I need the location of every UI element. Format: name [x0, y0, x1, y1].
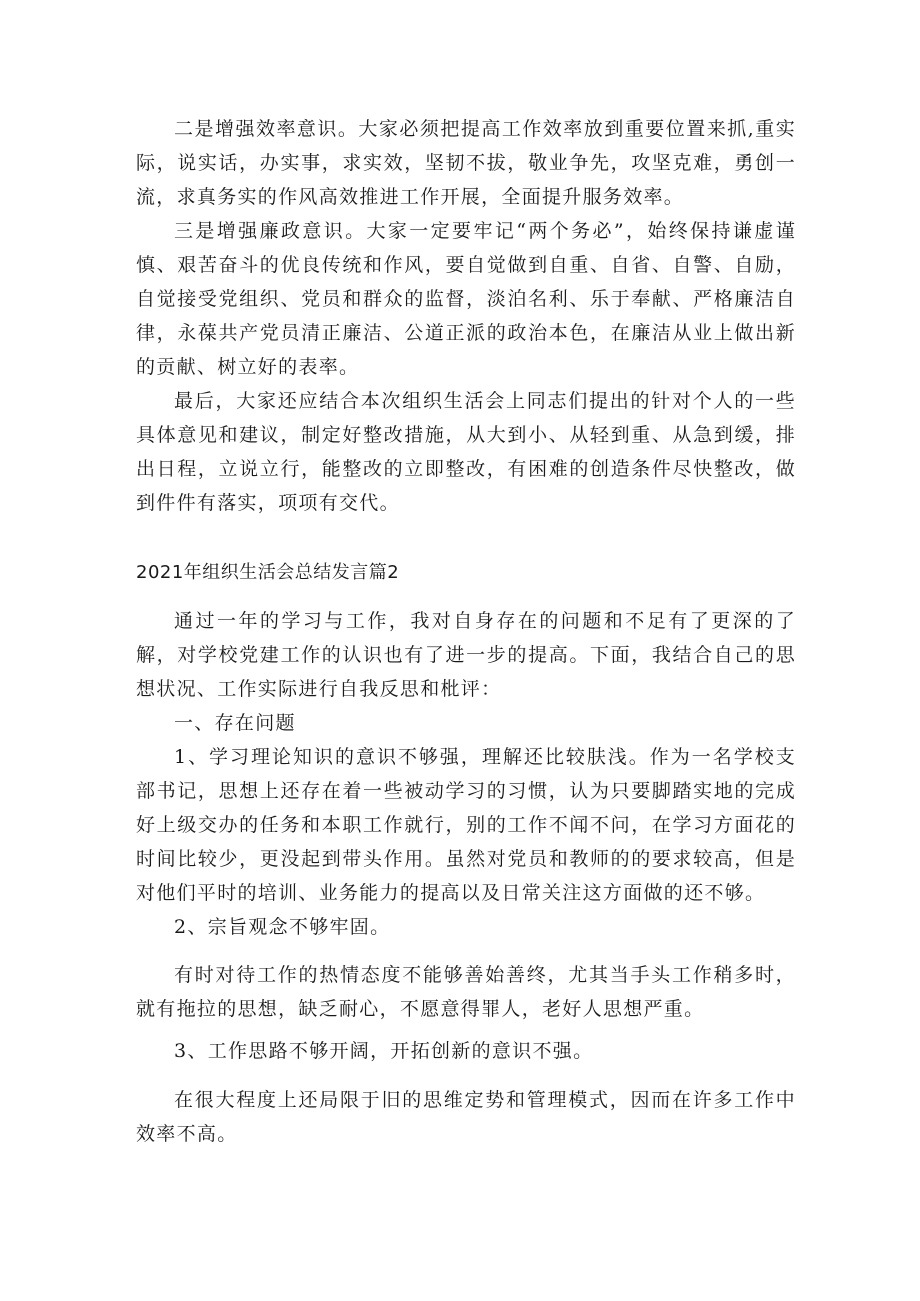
item-2-detail-block — [136, 958, 796, 1026]
paragraph-item-1: 1、学习理论知识的意识不够强，理解还比较肤浅。作为一名学校支部书记，思想上还存在着一些被动学习的习惯，认为只要脚踏实地的完成好上级交办的任务和本职工作就行，别的工作不闻不问，在学习方面花的时间比较少，更没起到带头作用。虽然对党员和教师的的要求较高，但是对他们平时的培训、业务能力的提高以及日常关注这方面做的还不够。 — [136, 746, 796, 904]
paragraph-item-2-detail: 有时对待工作的热情态度不能够善始善终，尤其当手头工作稍多时，就有拖拉的思想，缺乏耐心，不愿意得罪人，老好人思想严重。 — [136, 964, 796, 1020]
top-section — [136, 112, 796, 520]
paragraph-item-3: 3、工作思路不够开阔，开拓创新的意识不强。 — [174, 1040, 594, 1062]
paragraph-item-3-detail: 在很大程度上还局限于旧的思维定势和管理模式，因而在许多工作中效率不高。 — [136, 1089, 796, 1145]
paragraph-efficiency: 二是增强效率意识。大家必须把提高工作效率放到重要位置来抓,重实际，说实话，办实事，求实效，坚韧不拔，敬业争先，攻坚克难，勇创一流，求真务实的作风高效推进工作开展，全面提升服务效率。 — [136, 118, 796, 208]
item-3-block — [136, 1034, 796, 1068]
paragraph-finally: 最后，大家还应结合本次组织生活会上同志们提出的针对个人的一些具体意见和建议，制定好整改措施，从大到小、从轻到重、从急到缓，排出日程，立说立行，能整改的立即整改，有困难的创造条件尽快整改，做到件件有落实，项项有交代。 — [136, 390, 796, 514]
paragraph-intro: 通过一年的学习与工作，我对自身存在的问题和不足有了更深的了解，对学校党建工作的认识也有了进一步的提高。下面，我结合自己的思想状况、工作实际进行自我反思和枇评： — [136, 610, 796, 700]
paragraph-problems-heading: 一、存在问题 — [174, 712, 296, 734]
paragraph-item-2: 2、宗旨观念不够牢固。 — [174, 916, 391, 938]
item-3-detail-block — [136, 1083, 796, 1151]
section-body — [136, 604, 796, 944]
paragraph-integrity: 三是增强廉政意识。大家一定要牢记“两个务必”，始终保持谦虚谨慎、艰苦奋斗的优良传统和作风，要自觉做到自重、自省、自警、自励，自觉接受党组织、党员和群众的监督，淡泊名利、乐于奉献、严格廉洁自律，永葆共产党员清正廉洁、公道正派的政治本色，在廉洁从业上做出新的贡献、树立好的表率。 — [136, 220, 796, 378]
section-heading: 2021年组织生活会总结发言篇2 — [136, 562, 400, 583]
section-heading-block — [136, 558, 796, 588]
